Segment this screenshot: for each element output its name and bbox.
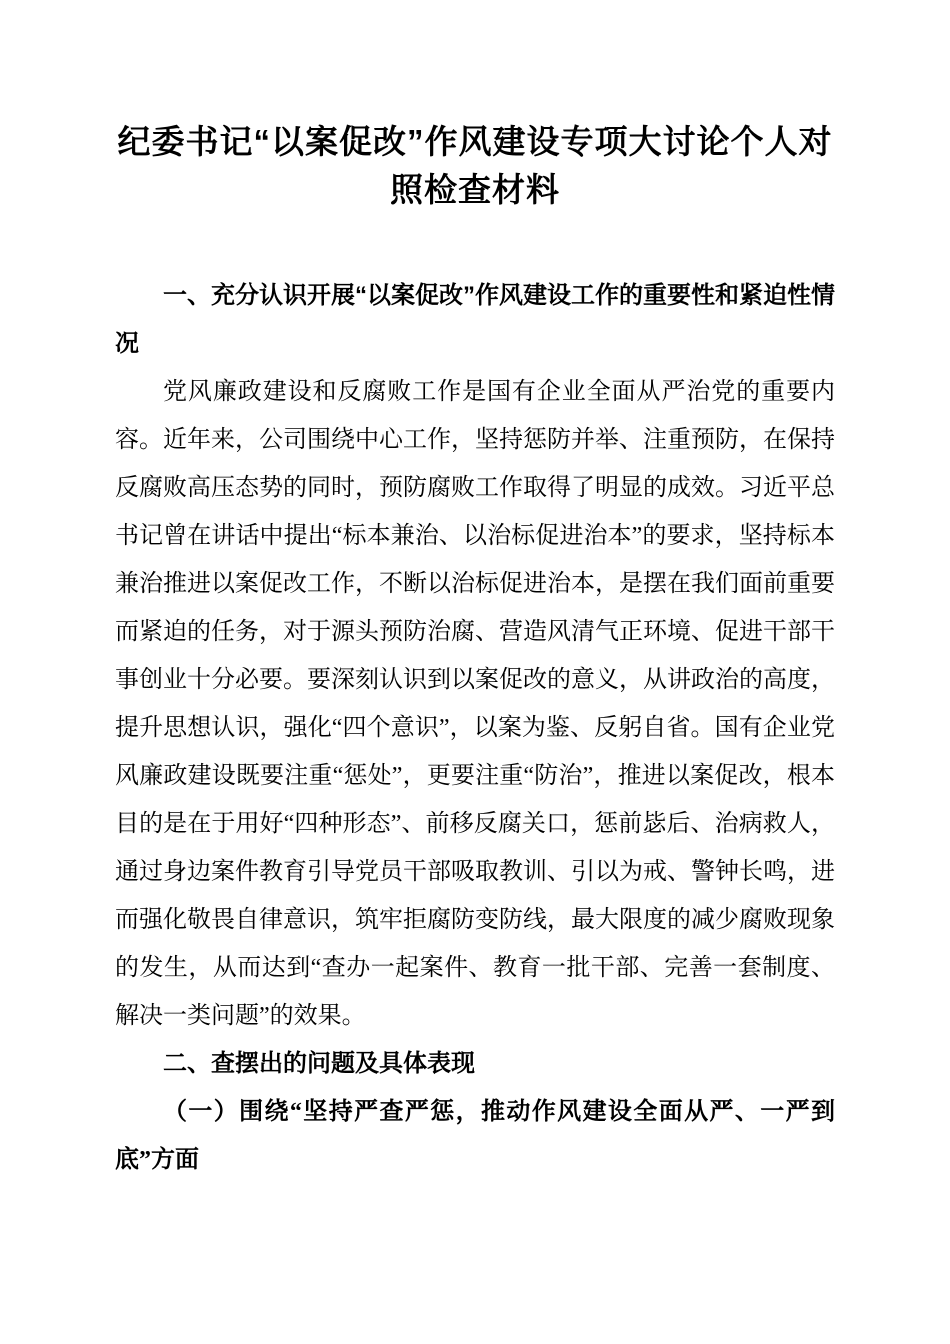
section-2-heading: 二、查摆出的问题及具体表现 — [163, 1049, 475, 1077]
section-2-subheading: （一）围绕“坚持严查严惩，推动作风建设全面从严、一严到底”方面 — [115, 1098, 835, 1173]
section-1-heading: 一、充分认识开展“以案促改”作风建设工作的重要性和紧迫性情况 — [115, 281, 835, 357]
document-title: 纪委书记“以案促改”作风建设专项大讨论个人对照检查材料 — [117, 123, 833, 208]
section-1-paragraph: 党风廉政建设和反腐败工作是国有企业全面从严治党的重要内容。近年来，公司围绕中心工作，坚持惩防并举、注重预防，在保持反腐败高压态势的同时，预防腐败工作取得了明显的成效。习近平总书记曾在讲话中提出“标本兼治、以治标促进治本”的要求，坚持标本兼治推进以案促改工作，不断以治标促进治本，是摆在我们面前重要而紧迫的任务，对于源头预防治腐、营造风清气正环境、促进干部干事创业十分必要。要深刻认识到以案促改的意义，从讲政治的高度，提升思想认识，强化“四个意识”，以案为鉴、反躬自省。国有企业党风廉政建设既要注重“惩处”，更要注重“防治”，推进以案促改，根本目的是在于用好“四种形态”、前移反腐关口，惩前毖后、治病救人，通过身边案件教育引导党员干部吸取教训、引以为戒、警钟长鸣，进而强化敬畏自律意识，筑牢拒腐防变防线，最大限度的减少腐败现象的发生，从而达到“查办一起案件、教育一批干部、完善一套制度、解决一类问题”的效果。 — [115, 378, 835, 1029]
